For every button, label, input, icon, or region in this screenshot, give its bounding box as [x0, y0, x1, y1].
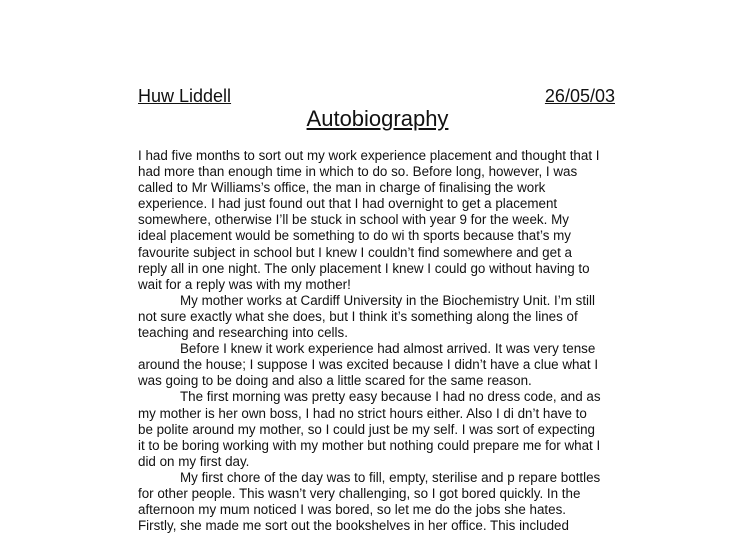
text-line: ideal placement would be something to do wi th sports because that’s my: [138, 228, 571, 244]
paragraph-start-line: My first chore of the day was to fill, empty, sterilise and p repare bottles: [180, 469, 601, 485]
author-name: Huw Liddell: [138, 86, 232, 106]
text-line: I had five months to sort out my work experience placement and thought that I: [138, 148, 600, 163]
text-line: around the house; I suppose I was excited because I didn’t have a clue what I: [138, 357, 599, 373]
text-line: somewhere, otherwise I’ll be stuck in school with year 9 for the week. My: [138, 212, 569, 228]
text-line: be polite around my mother, so I could just be my self. I was sort of expecting: [138, 421, 595, 437]
paragraph-start-line: My mother works at Cardiff University in the Biochemistry Unit. I’m still: [180, 292, 595, 308]
text-line: teaching and researching into cells.: [138, 325, 348, 341]
text-line: it to be boring working with my mother but nothing could prepare me for what I: [138, 437, 601, 453]
text-line: experience. I had just found out that I had overnight to get a placement: [138, 196, 558, 212]
text-line: was going to be doing and also a little scared for the same reason.: [138, 373, 532, 389]
text-line: did on my first day.: [138, 453, 250, 469]
text-line: for other people. This wasn’t very challenging, so I got bored quickly. In the: [138, 485, 581, 501]
text-line: favourite subject in school but I knew I couldn’t find somewhere and get a: [138, 244, 572, 260]
paragraph-start-line: The first morning was pretty easy because I had no dress code, and as: [180, 389, 601, 405]
document-title: Autobiography: [306, 106, 449, 131]
text-line: not sure exactly what she does, but I think it’s something along the lines of: [138, 308, 578, 324]
text-line: reply all in one night. The only placement I knew I could go without having to: [138, 260, 590, 276]
paragraph-start-line: Before I knew it work experience had almost arrived. It was very tense: [180, 341, 596, 357]
text-line: wait for a reply was with my mother!: [138, 276, 351, 292]
text-line: afternoon my mum noticed I was bored, so let me do the jobs she hates.: [138, 502, 566, 518]
text-line: Firstly, she made me sort out the bookshelves in her office. This included: [138, 518, 569, 534]
body-text: [138, 148, 618, 534]
text-line: had more than enough time in which to do so. Before long, however, I was: [138, 164, 578, 180]
text-line: called to Mr Williams’s office, the man in charge of finalising the work: [138, 180, 546, 196]
document-date: 26/05/03: [544, 86, 615, 106]
text-line: my mother is her own boss, I had no strict hours either. Also I di dn’t have to: [138, 405, 587, 421]
